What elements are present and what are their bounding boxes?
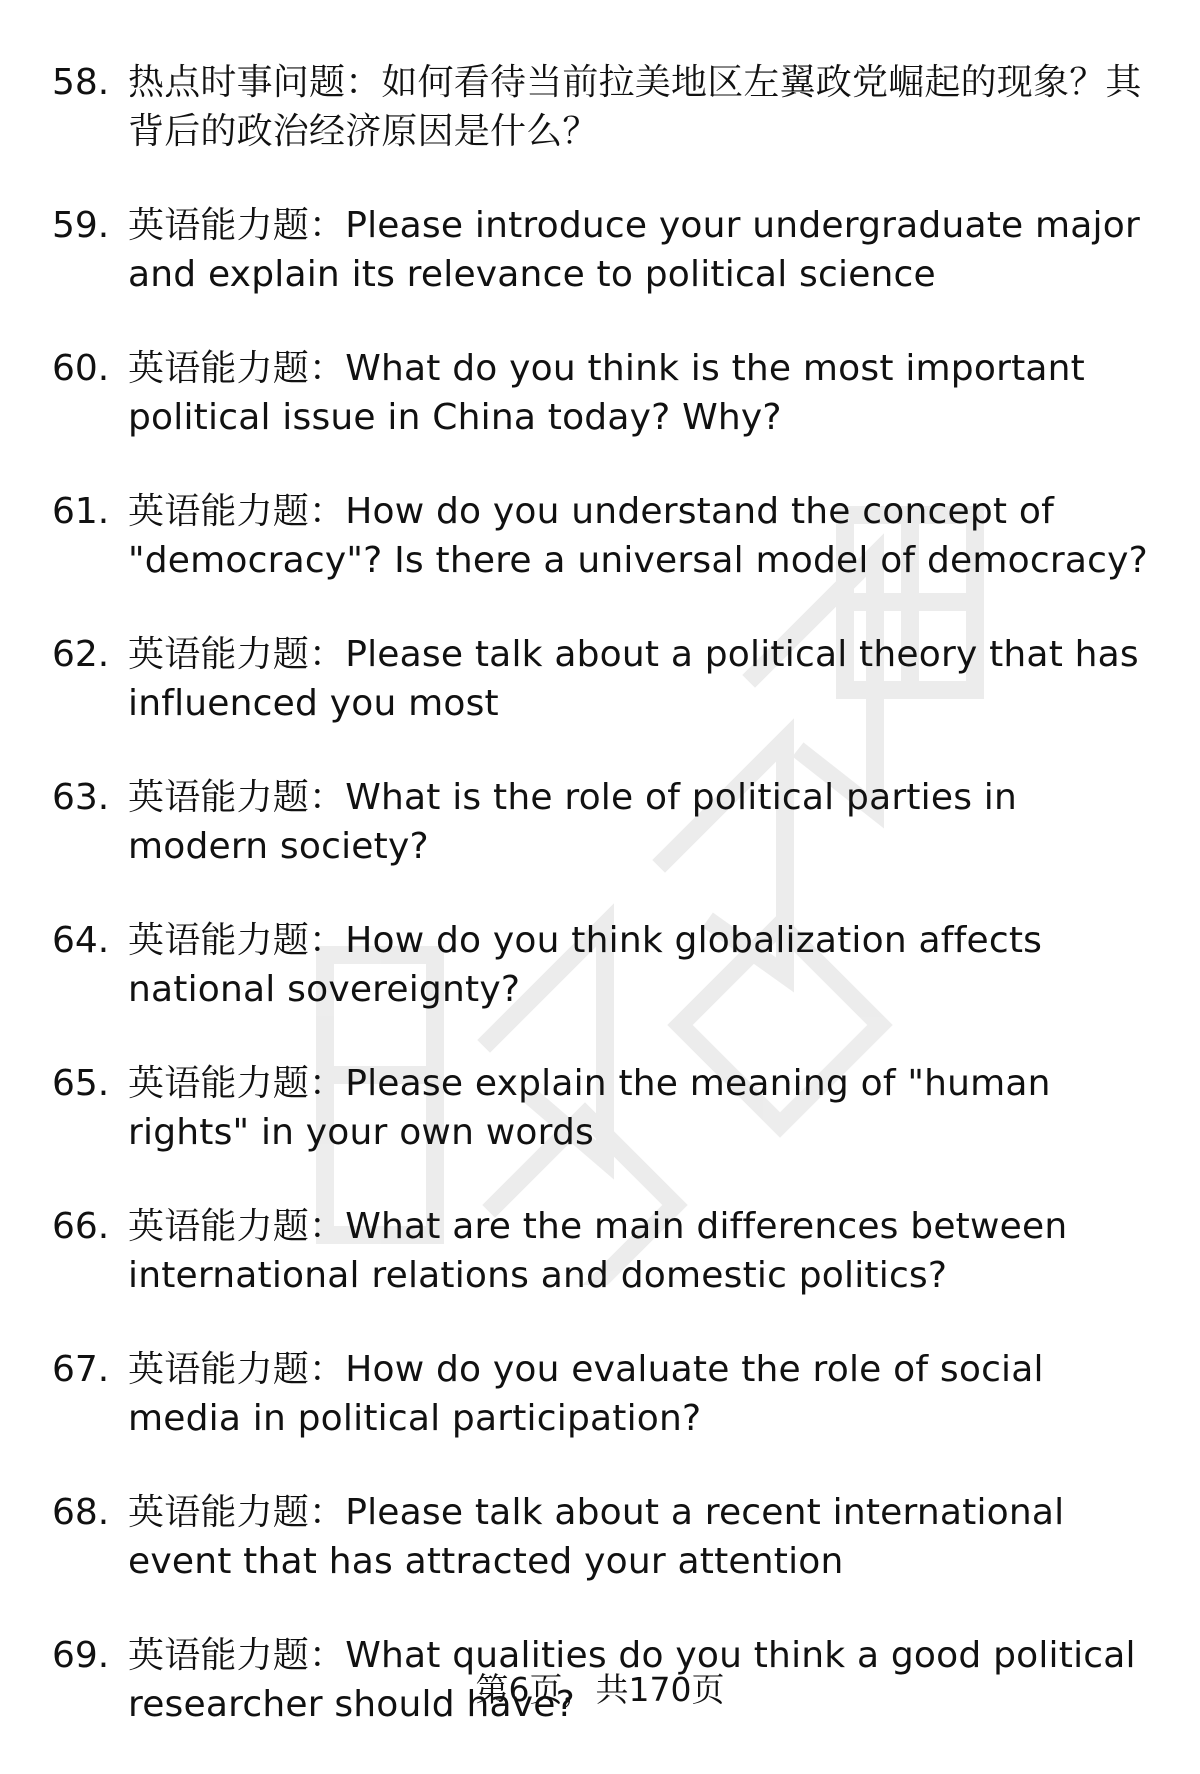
question-text: 英语能力题：What is the role of political parties in modern society? [128,777,1018,867]
question-item [52,916,1152,1014]
question-item [52,1202,1152,1300]
question-item [52,773,1152,871]
question-item [52,630,1152,728]
question-text: 英语能力题：How do you understand the concept of "democracy"? Is there a universal model of democracy? [128,491,1148,581]
question-number: 65. [52,1063,110,1104]
question-text: 英语能力题：Please talk about a political theory that has influenced you most [128,634,1139,724]
question-number: 67. [52,1349,110,1390]
question-item [52,58,1152,156]
question-number: 61. [52,491,110,532]
question-text: 热点时事问题：如何看待当前拉美地区左翼政党崛起的现象？其背后的政治经济原因是什么？ [128,62,1142,152]
question-number: 64. [52,920,110,961]
page-number-footer: 第6页，共170页 [475,1670,725,1709]
question-item [52,1488,1152,1586]
question-number: 58. [52,62,110,103]
question-number: 59. [52,205,110,246]
question-text: 英语能力题：Please talk about a recent international event that has attracted your attention [128,1492,1065,1582]
question-item [52,344,1152,442]
question-text: 英语能力题：How do you think globalization affects national sovereignty? [128,920,1043,1010]
question-number: 60. [52,348,110,389]
question-number: 62. [52,634,110,675]
question-number: 68. [52,1492,110,1533]
question-item [52,1059,1152,1157]
question-text: 英语能力题：What qualities do you think a good political researcher should have? [128,1635,1136,1725]
question-text: 英语能力题：Please introduce your undergraduate major and explain its relevance to political science [128,205,1140,295]
question-number: 66. [52,1206,110,1247]
question-text: 英语能力题：Please explain the meaning of "human rights" in your own words [128,1063,1051,1153]
question-number: 63. [52,777,110,818]
question-number: 69. [52,1635,110,1676]
question-item [52,487,1152,585]
question-item [52,1345,1152,1443]
question-text: 英语能力题：How do you evaluate the role of social media in political participation? [128,1349,1044,1439]
question-list [52,58,1152,1774]
question-text: 英语能力题：What do you think is the most important political issue in China today? Why? [128,348,1085,438]
question-text: 英语能力题：What are the main differences between international relations and domestic politics? [128,1206,1068,1296]
question-item [52,201,1152,299]
